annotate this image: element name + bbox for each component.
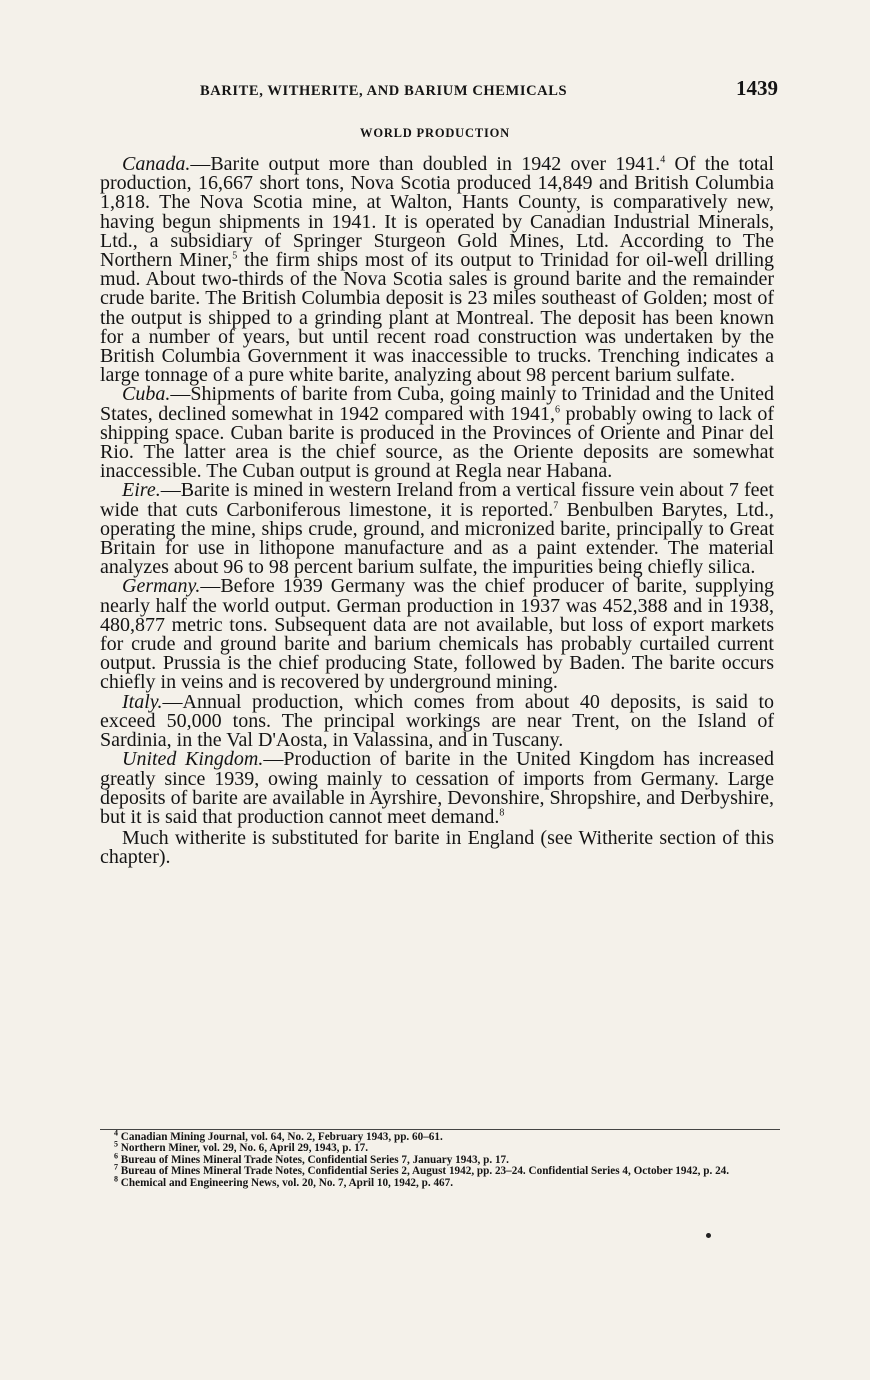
footnote-text: Canadian Mining Journal, vol. 64, No. 2, February 1943, pp. 60–61. bbox=[118, 1131, 443, 1143]
paragraph-text: —Annual production, which comes from about 40 deposits, is said to exceed 50,000 tons. The principal workings are near Trent, on the Island of Sardinia, in the Val D'Aosta, in Valassina, and in Tuscany. bbox=[100, 690, 774, 752]
paragraph-canada bbox=[100, 155, 774, 385]
paragraph-lead: Canada. bbox=[122, 153, 191, 175]
paragraph-germany bbox=[100, 577, 774, 692]
paragraph-text: probably owing to lack of shipping space. Cuban barite is produced in the Provinces of Oriente and Pinar del Rio. The latter area is the chief source, as the Oriente deposits are somewhat inaccessible. The Cuban output is ground at Regla near Habana. bbox=[100, 402, 775, 483]
footnote-mark: 8 bbox=[114, 1173, 118, 1183]
footnote-ref: 6 bbox=[554, 403, 560, 415]
footnote-text: Bureau of Mines Mineral Trade Notes, Confidential Series 2, August 1942, pp. 23–24. Confidential Series 4, October 1942, p. 24. bbox=[118, 1165, 730, 1178]
running-title: BARITE, WITHERITE, AND BARIUM CHEMICALS bbox=[200, 83, 568, 99]
paragraph-text: —Barite is mined in western Ireland from a vertical fissure vein about 7 feet wide that cuts Carboniferous limestone, it is reported. bbox=[100, 479, 774, 521]
footnote-ref: 5 bbox=[232, 250, 238, 262]
footnotes bbox=[100, 1129, 780, 1189]
footnote-ref: 4 bbox=[660, 154, 666, 166]
paragraph-text: the firm ships most of its output to Trinidad for oil-well drilling mud. About two-thirds of the Nova Scotia sales is ground barite and the remainder crude barite. The British Columbia deposit is 23 miles southeast of Golden; most of the output is shipped to a grinding plant at Montreal. The deposit has been known for a number of years, but until recent road construction was undertaken by the British Columbia Government it was inaccessible to trucks. Trenching indicates a large tonnage of a pure white barite, analyzing about 98 percent barium sulfate. bbox=[100, 249, 774, 387]
footnote-ref: 7 bbox=[553, 500, 559, 511]
paragraph-lead: United Kingdom. bbox=[122, 748, 264, 771]
paragraph-text: —Shipments of barite from Cuba, going mainly to Trinidad and the United States, declined somewhat in 1942 compared with 1941, bbox=[100, 383, 774, 425]
paragraph-eire bbox=[100, 481, 774, 577]
paragraph-lead: Eire. bbox=[122, 479, 161, 502]
paragraph-text: Benbulben Barytes, Ltd., operating the mine, ships crude, ground, and micronized barite, principally to Great Britain for use in lithopone manufacture and as a paint extender. The material analyzes about 96 to 98 percent barium sulfate, the impurities being chiefly silica. bbox=[100, 498, 774, 579]
paragraph-lead: Germany. bbox=[122, 575, 201, 598]
paragraph-text: —Barite output more than doubled in 1942 over 1941. bbox=[190, 153, 661, 175]
running-header bbox=[100, 76, 778, 100]
paragraph-text: —Before 1939 Germany was the chief producer of barite, supplying nearly half the world output. German production in 1937 was 452,388 and in 1938, 480,877 metric tons. Subsequent data are not available, but loss of export markets for crude and ground barite and barium chemicals has probably curtailed current output. Prussia is the chief producing State, followed by Baden. The barite occurs chiefly in veins and is recovered by underground mining. bbox=[100, 575, 774, 694]
footnote-ref: 8 bbox=[499, 807, 505, 819]
footnote-text: Chemical and Engineering News, vol. 20, No. 7, April 10, 1942, p. 467. bbox=[118, 1176, 454, 1189]
footnote-mark: 4 bbox=[114, 1128, 118, 1138]
footnote-text: Bureau of Mines Mineral Trade Notes, Confidential Series 7, January 1943, p. 17. bbox=[118, 1153, 509, 1166]
page-number: 1439 bbox=[736, 76, 778, 100]
body-text bbox=[100, 155, 774, 868]
footnote-text: Northern Miner, vol. 29, No. 6, April 29, 1943, p. 17. bbox=[118, 1142, 369, 1155]
paragraph-lead: Cuba. bbox=[122, 383, 171, 406]
paragraph-united-kingdom bbox=[100, 750, 774, 827]
footnote-mark: 5 bbox=[114, 1139, 118, 1149]
paragraph-text: —Production of barite in the United Kingdom has increased greatly since 1939, owing mainly to cessation of imports from Germany. Large deposits of barite are available in Ayrshire, Devonshire, Shropshire, and Derbyshire, but it is said that production cannot meet demand. bbox=[100, 748, 774, 828]
paragraph-text: Of the total production, 16,667 short tons, Nova Scotia produced 14,849 and British Columbia 1,818. The Nova Scotia mine, at Walton, Hants County, is comparatively new, having begun shipments in 1941. It is operated by Canadian Industrial Minerals, Ltd., a subsidiary of Springer Sturgeon Gold Mines, Ltd. According to The Northern Miner, bbox=[100, 153, 774, 272]
footnote-mark: 6 bbox=[114, 1151, 118, 1161]
footnote bbox=[100, 1173, 780, 1189]
footnote-mark: 7 bbox=[114, 1162, 118, 1172]
section-title: WORLD PRODUCTION bbox=[360, 126, 510, 140]
paragraph-italy bbox=[100, 690, 774, 752]
print-speck bbox=[706, 1233, 711, 1238]
paragraph-witherite-note bbox=[100, 829, 774, 867]
paragraph-text: Much witherite is substituted for barite in England (see Witherite section of this chapter). bbox=[100, 827, 774, 869]
paragraph-cuba bbox=[100, 385, 774, 481]
paragraph-lead: Italy. bbox=[122, 690, 163, 713]
